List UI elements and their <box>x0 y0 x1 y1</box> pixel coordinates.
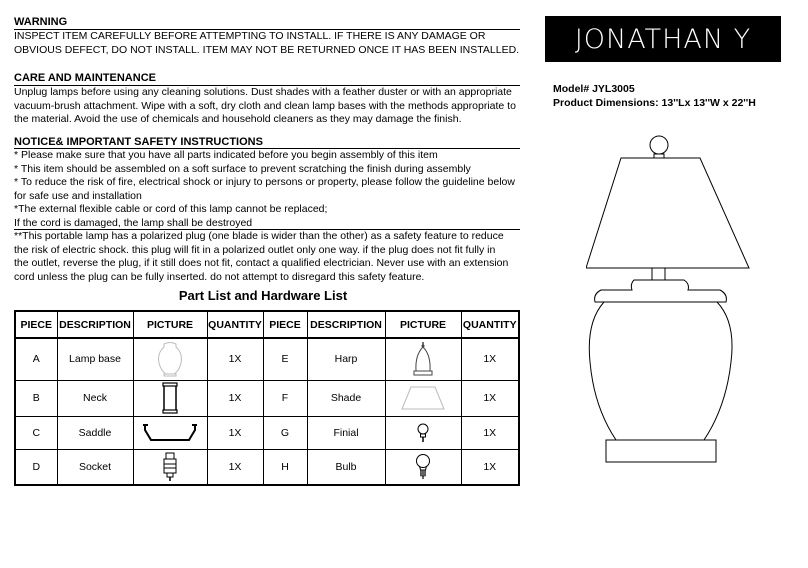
lamp-base-icon <box>155 341 185 377</box>
polarized-plug-text <box>14 230 508 284</box>
base-body-shape <box>589 302 732 440</box>
notice-title: NOTICE& IMPORTANT SAFETY INSTRUCTIONS <box>14 136 263 148</box>
piece-cell: B <box>15 380 57 416</box>
notice-line: *The external flexible cable or cord of this lamp cannot be replaced; <box>14 203 328 215</box>
product-info <box>553 82 756 110</box>
piece-cell: C <box>15 416 57 449</box>
notice-line: * To reduce the risk of fire, electrical shock or injury to persons or property, please follow the guideline below <box>14 176 515 188</box>
description-cell: Shade <box>307 380 385 416</box>
description-cell: Saddle <box>57 416 133 449</box>
base-foot-shape <box>606 440 716 462</box>
quantity-cell: 1X <box>461 449 519 485</box>
column-header: PIECE <box>263 311 307 338</box>
piece-cell: E <box>263 338 307 380</box>
quantity-cell: 1X <box>461 416 519 449</box>
polarized-line: cord unless the plug can be fully inserted. do not attempt to disregard this safety feature. <box>14 270 425 283</box>
polarized-line: the outlet, reverse the plug, if it still does not fit, contact a qualified electrician. Never use with an extension <box>14 257 509 269</box>
neck-icon <box>160 382 180 414</box>
lid-shape <box>595 280 727 302</box>
description-cell: Finial <box>307 416 385 449</box>
warning-line: OBVIOUS DEFECT, DO NOT INSTALL. ITEM MAY NOT BE RETURNED ONCE IT HAS BEEN INSTALLED. <box>14 43 520 56</box>
description-cell: Socket <box>57 449 133 485</box>
description-cell: Neck <box>57 380 133 416</box>
table-row <box>15 449 519 485</box>
parts-table <box>14 310 520 486</box>
care-line: Unplug lamps before using any cleaning solutions. Dust shades with a feather duster or with an appropriate <box>14 86 512 98</box>
piece-cell: A <box>15 338 57 380</box>
picture-cell <box>385 416 461 449</box>
column-header: QUANTITY <box>461 311 519 338</box>
shade-icon <box>400 385 446 411</box>
care-text <box>14 86 516 127</box>
description-cell: Lamp base <box>57 338 133 380</box>
polarized-line: **This portable lamp has a polarized plug (one blade is wider than the other) as a safety feature to reduce <box>14 230 504 242</box>
brand-logo-text: JONATHAN Y <box>574 23 752 55</box>
picture-cell <box>385 449 461 485</box>
quantity-cell: 1X <box>461 380 519 416</box>
brand-logo <box>545 16 781 62</box>
description-cell: Harp <box>307 338 385 380</box>
harp-icon <box>411 341 435 377</box>
notice-text <box>14 149 515 230</box>
socket-icon <box>162 452 178 482</box>
piece-cell: D <box>15 449 57 485</box>
saddle-icon <box>142 422 198 444</box>
column-header: DESCRIPTION <box>57 311 133 338</box>
table-header-row <box>15 311 519 338</box>
parts-list-title: Part List and Hardware List <box>178 288 348 303</box>
column-header: PIECE <box>15 311 57 338</box>
quantity-cell: 1X <box>207 380 263 416</box>
quantity-cell: 1X <box>461 338 519 380</box>
product-dimensions: Product Dimensions: 13''Lx 13''W x 22''H <box>553 97 756 109</box>
model-number: Model# JYL3005 <box>553 83 635 95</box>
picture-cell <box>385 338 461 380</box>
finial-icon <box>415 422 431 444</box>
column-header: PICTURE <box>385 311 461 338</box>
quantity-cell: 1X <box>207 449 263 485</box>
table-row <box>15 338 519 380</box>
piece-cell: H <box>263 449 307 485</box>
notice-line: * This item should be assembled on a soft surface to prevent scratching the finish during assembly <box>14 162 471 175</box>
notice-line: If the cord is damaged, the lamp shall be destroyed <box>14 216 253 229</box>
warning-text <box>14 30 519 57</box>
table-row <box>15 416 519 449</box>
picture-cell <box>133 416 207 449</box>
table-lamp-icon <box>586 132 756 472</box>
bulb-icon <box>415 453 431 481</box>
piece-cell: G <box>263 416 307 449</box>
picture-cell <box>133 380 207 416</box>
polarized-line: the risk of electric shock. this plug will fit in a polarized outlet only one way. if the plug does not fit fully in <box>14 243 496 256</box>
picture-cell <box>385 380 461 416</box>
finial-shape <box>650 136 668 154</box>
care-line: the material. Avoid the use of chemicals and household cleaners as they may damage the finish. <box>14 113 462 125</box>
quantity-cell: 1X <box>207 338 263 380</box>
warning-title: WARNING <box>14 16 68 28</box>
picture-cell <box>133 449 207 485</box>
quantity-cell: 1X <box>207 416 263 449</box>
column-header: QUANTITY <box>207 311 263 338</box>
description-cell: Bulb <box>307 449 385 485</box>
notice-line: for safe use and installation <box>14 189 142 202</box>
column-header: PICTURE <box>133 311 207 338</box>
warning-line: INSPECT ITEM CAREFULLY BEFORE ATTEMPTING TO INSTALL. IF THERE IS ANY DAMAGE OR <box>14 30 486 42</box>
care-title: CARE AND MAINTENANCE <box>14 72 156 84</box>
table-row <box>15 380 519 416</box>
notice-line: * Please make sure that you have all parts indicated before you begin assembly of this item <box>14 149 438 161</box>
care-line: vacuum-brush attachment. Wipe with a soft, dry cloth and clean lamp bases with the methods appropriate to <box>14 99 516 112</box>
column-header: DESCRIPTION <box>307 311 385 338</box>
piece-cell: F <box>263 380 307 416</box>
shade-shape <box>586 158 749 268</box>
picture-cell <box>133 338 207 380</box>
